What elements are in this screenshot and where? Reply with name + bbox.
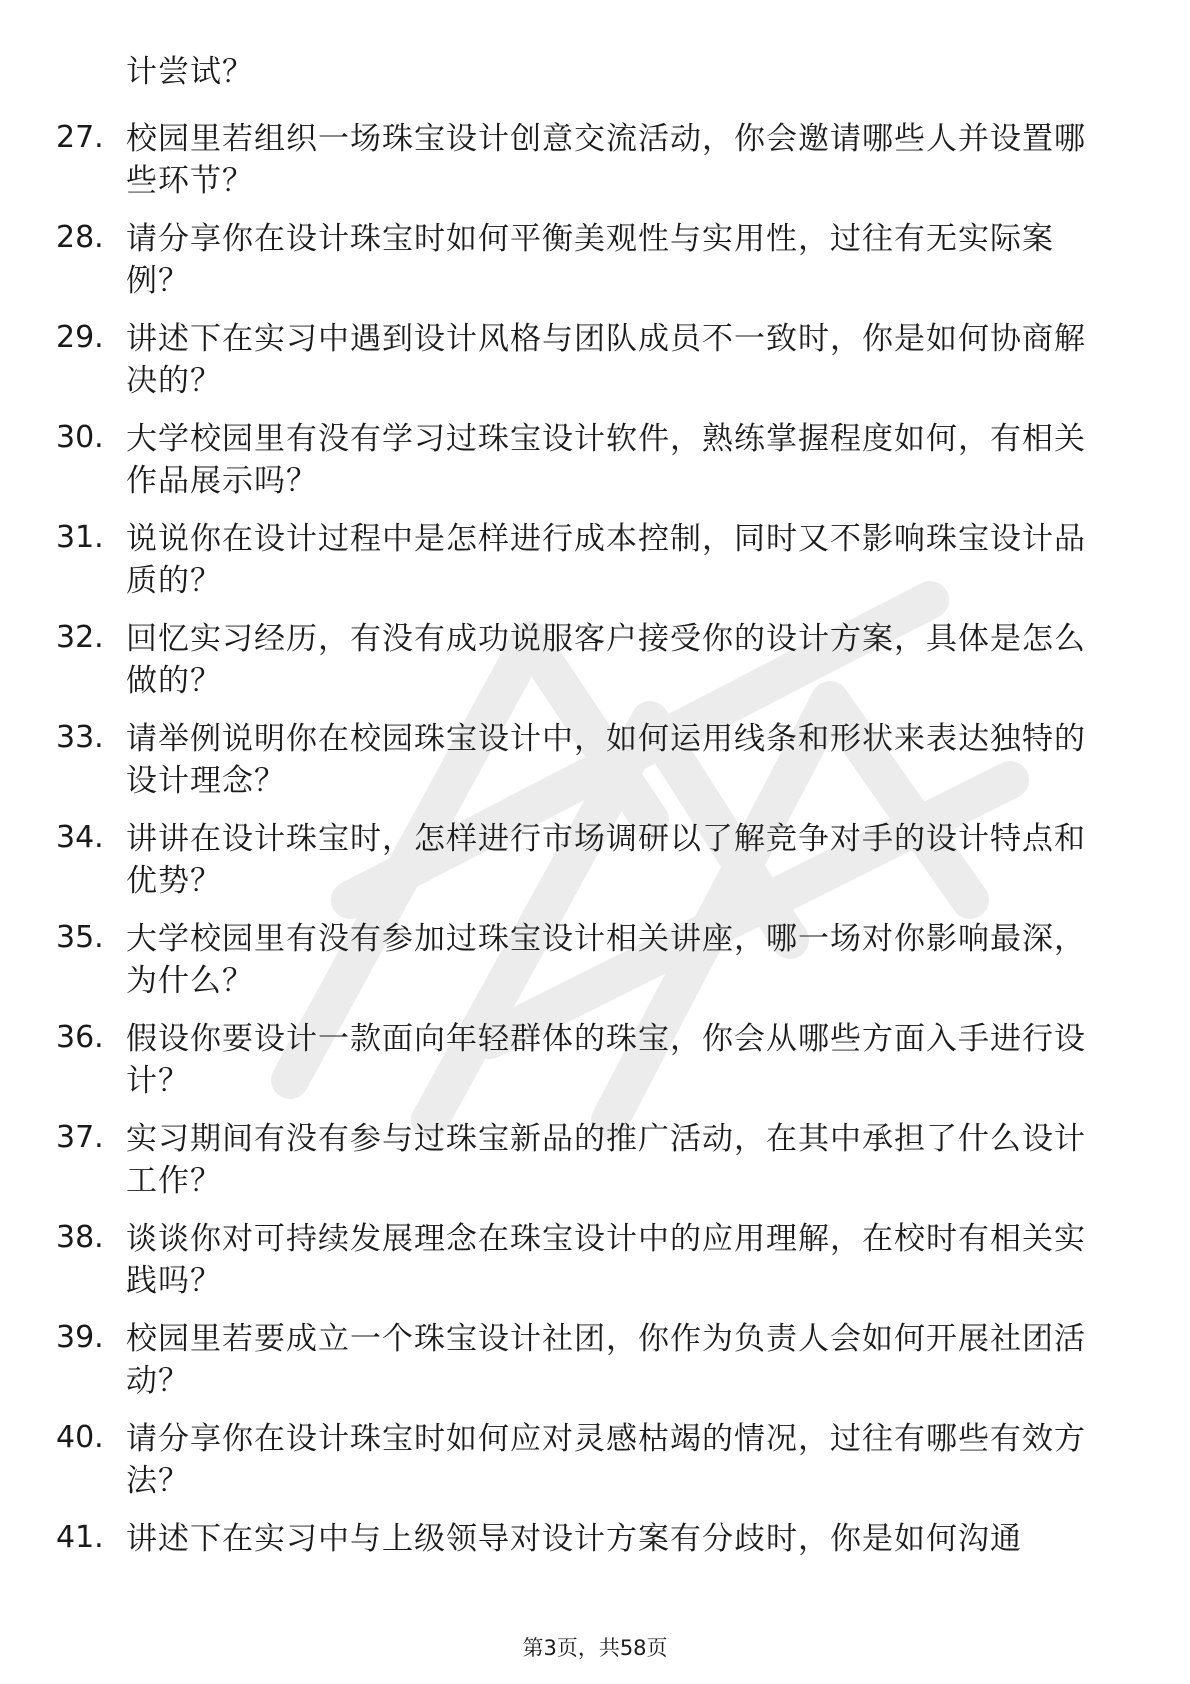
question-number: 41. [56,1520,104,1555]
question-number: 39. [56,1320,104,1355]
question-item [0,1118,1190,1218]
question-text: 假设你要设计一款面向年轻群体的珠宝，你会从哪些方面入手进行设计？ [126,1021,1086,1099]
question-item [0,1518,1190,1618]
question-number: 36. [56,1020,104,1055]
page-footer: 第3页，共58页 [522,1636,668,1660]
continuation-text: 计尝试？ [126,54,254,90]
question-number: 29. [56,320,104,355]
question-list [0,118,1190,1618]
question-number: 33. [56,720,104,755]
question-text: 实习期间有没有参与过珠宝新品的推广活动，在其中承担了什么设计工作？ [126,1121,1086,1199]
question-number: 35. [56,920,104,955]
question-text: 讲述下在实习中与上级领导对设计方案有分歧时，你是如何沟通 [126,1521,1022,1557]
question-item [0,1018,1190,1118]
question-item [0,218,1190,318]
question-item [0,1218,1190,1318]
question-item [0,618,1190,718]
question-text: 讲讲在设计珠宝时，怎样进行市场调研以了解竞争对手的设计特点和优势？ [126,821,1086,899]
question-number: 37. [56,1120,104,1155]
question-number: 40. [56,1420,104,1455]
question-item [0,318,1190,418]
question-item [0,818,1190,918]
question-text: 校园里若要成立一个珠宝设计社团，你作为负责人会如何开展社团活动？ [126,1321,1086,1399]
question-item [0,518,1190,618]
question-text: 请分享你在设计珠宝时如何应对灵感枯竭的情况，过往有哪些有效方法？ [126,1421,1086,1499]
question-number: 32. [56,620,104,655]
question-text: 谈谈你对可持续发展理念在珠宝设计中的应用理解，在校时有相关实践吗？ [126,1221,1086,1299]
question-text: 大学校园里有没有参加过珠宝设计相关讲座，哪一场对你影响最深，为什么？ [126,921,1086,999]
question-item [0,418,1190,518]
question-number: 28. [56,220,104,255]
question-number: 31. [56,520,104,555]
question-text: 校园里若组织一场珠宝设计创意交流活动，你会邀请哪些人并设置哪些环节？ [126,121,1086,199]
question-item [0,1418,1190,1518]
question-text: 回忆实习经历，有没有成功说服客户接受你的设计方案，具体是怎么做的？ [126,621,1086,699]
question-item [0,1318,1190,1418]
question-item [0,918,1190,1018]
question-number: 27. [56,120,104,155]
question-item [0,718,1190,818]
question-text: 说说你在设计过程中是怎样进行成本控制，同时又不影响珠宝设计品质的？ [126,521,1086,599]
question-number: 34. [56,820,104,855]
question-number: 38. [56,1220,104,1255]
question-text: 大学校园里有没有学习过珠宝设计软件，熟练掌握程度如何，有相关作品展示吗？ [126,421,1086,499]
question-item [0,118,1190,218]
question-text: 请举例说明你在校园珠宝设计中，如何运用线条和形状来表达独特的设计理念？ [126,721,1086,799]
question-number: 30. [56,420,104,455]
question-text: 请分享你在设计珠宝时如何平衡美观性与实用性，过往有无实际案例？ [126,221,1054,299]
question-text: 讲述下在实习中遇到设计风格与团队成员不一致时，你是如何协商解决的？ [126,321,1086,399]
